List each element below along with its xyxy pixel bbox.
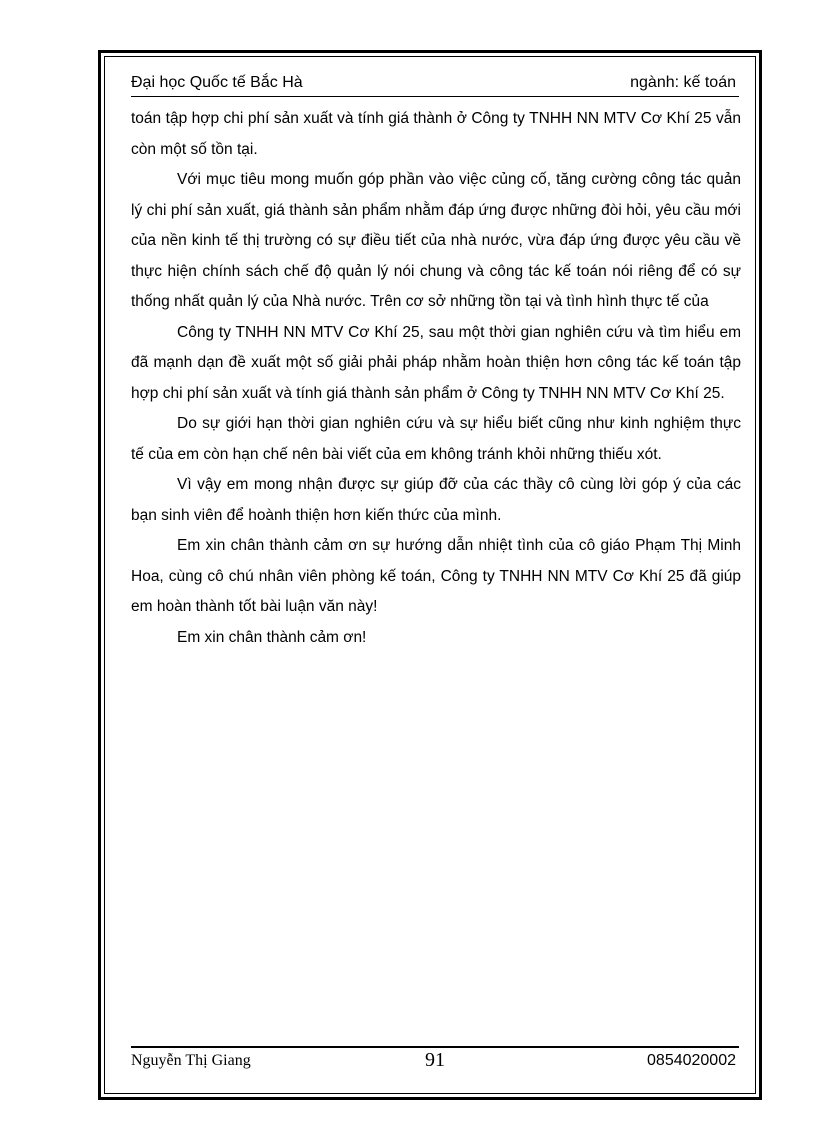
footer-student-id: 0854020002 [647,1052,736,1069]
page-header [131,74,736,96]
closing-line: Em xin chân thành cảm ơn! [177,628,367,646]
header-divider [131,96,739,97]
paragraph-continuation: toán tập hợp chi phí sản xuất và tính giá thành ở Công ty TNHH NN MTV Cơ Khí 25 vẫn còn một số tồn tại. [131,110,741,158]
header-university: Đại học Quốc tế Bắc Hà [131,74,303,91]
document-body [131,104,741,653]
paragraph: Với mục tiêu mong muốn góp phần vào việc củng cố, tăng cường công tác quản lý chi phí sản xuất, giá thành sản phẩm nhằm đáp ứng được những đòi hỏi, yêu cầu mới của nền kinh tế thị trường có sự điều tiết của nhà nước, vừa đáp ứng được yêu cầu về thực hiện chính sách chế độ quản lý nói chung và công tác kế toán nói riêng để có sự thống nhất quản lý của Nhà nước. Trên cơ sở những tồn tại và tình hình thực tế của [131,171,741,310]
header-major: ngành: kế toán [630,74,736,91]
footer-author: Nguyễn Thị Giang [131,1052,251,1069]
paragraph: Vì vậy em mong nhận được sự giúp đỡ của các thầy cô cùng lời góp ý của các bạn sinh viên để hoành thiện hơn kiến thức của mình. [131,476,741,524]
page-footer [131,1049,736,1076]
footer-divider [131,1046,739,1048]
paragraph: Công ty TNHH NN MTV Cơ Khí 25, sau một thời gian nghiên cứu và tìm hiểu em đã mạnh dạn đề xuất một số giải phải pháp nhằm hoàn thiện hơn công tác kế toán tập hợp chi phí sản xuất và tính giá thành sản phẩm ở Công ty TNHH NN MTV Cơ Khí 25. [131,323,741,402]
page-number: 91 [425,1049,445,1071]
paragraph: Do sự giới hạn thời gian nghiên cứu và sự hiểu biết cũng như kinh nghiệm thực tế của em còn hạn chế nên bài viết của em không tránh khỏi những thiếu xót. [131,415,741,463]
paragraph: Em xin chân thành cảm ơn sự hướng dẫn nhiệt tình của cô giáo Phạm Thị Minh Hoa, cùng cô chú nhân viên phòng kế toán, Công ty TNHH NN MTV Cơ Khí 25 đã giúp em hoàn thành tốt bài luận văn này! [131,537,741,615]
